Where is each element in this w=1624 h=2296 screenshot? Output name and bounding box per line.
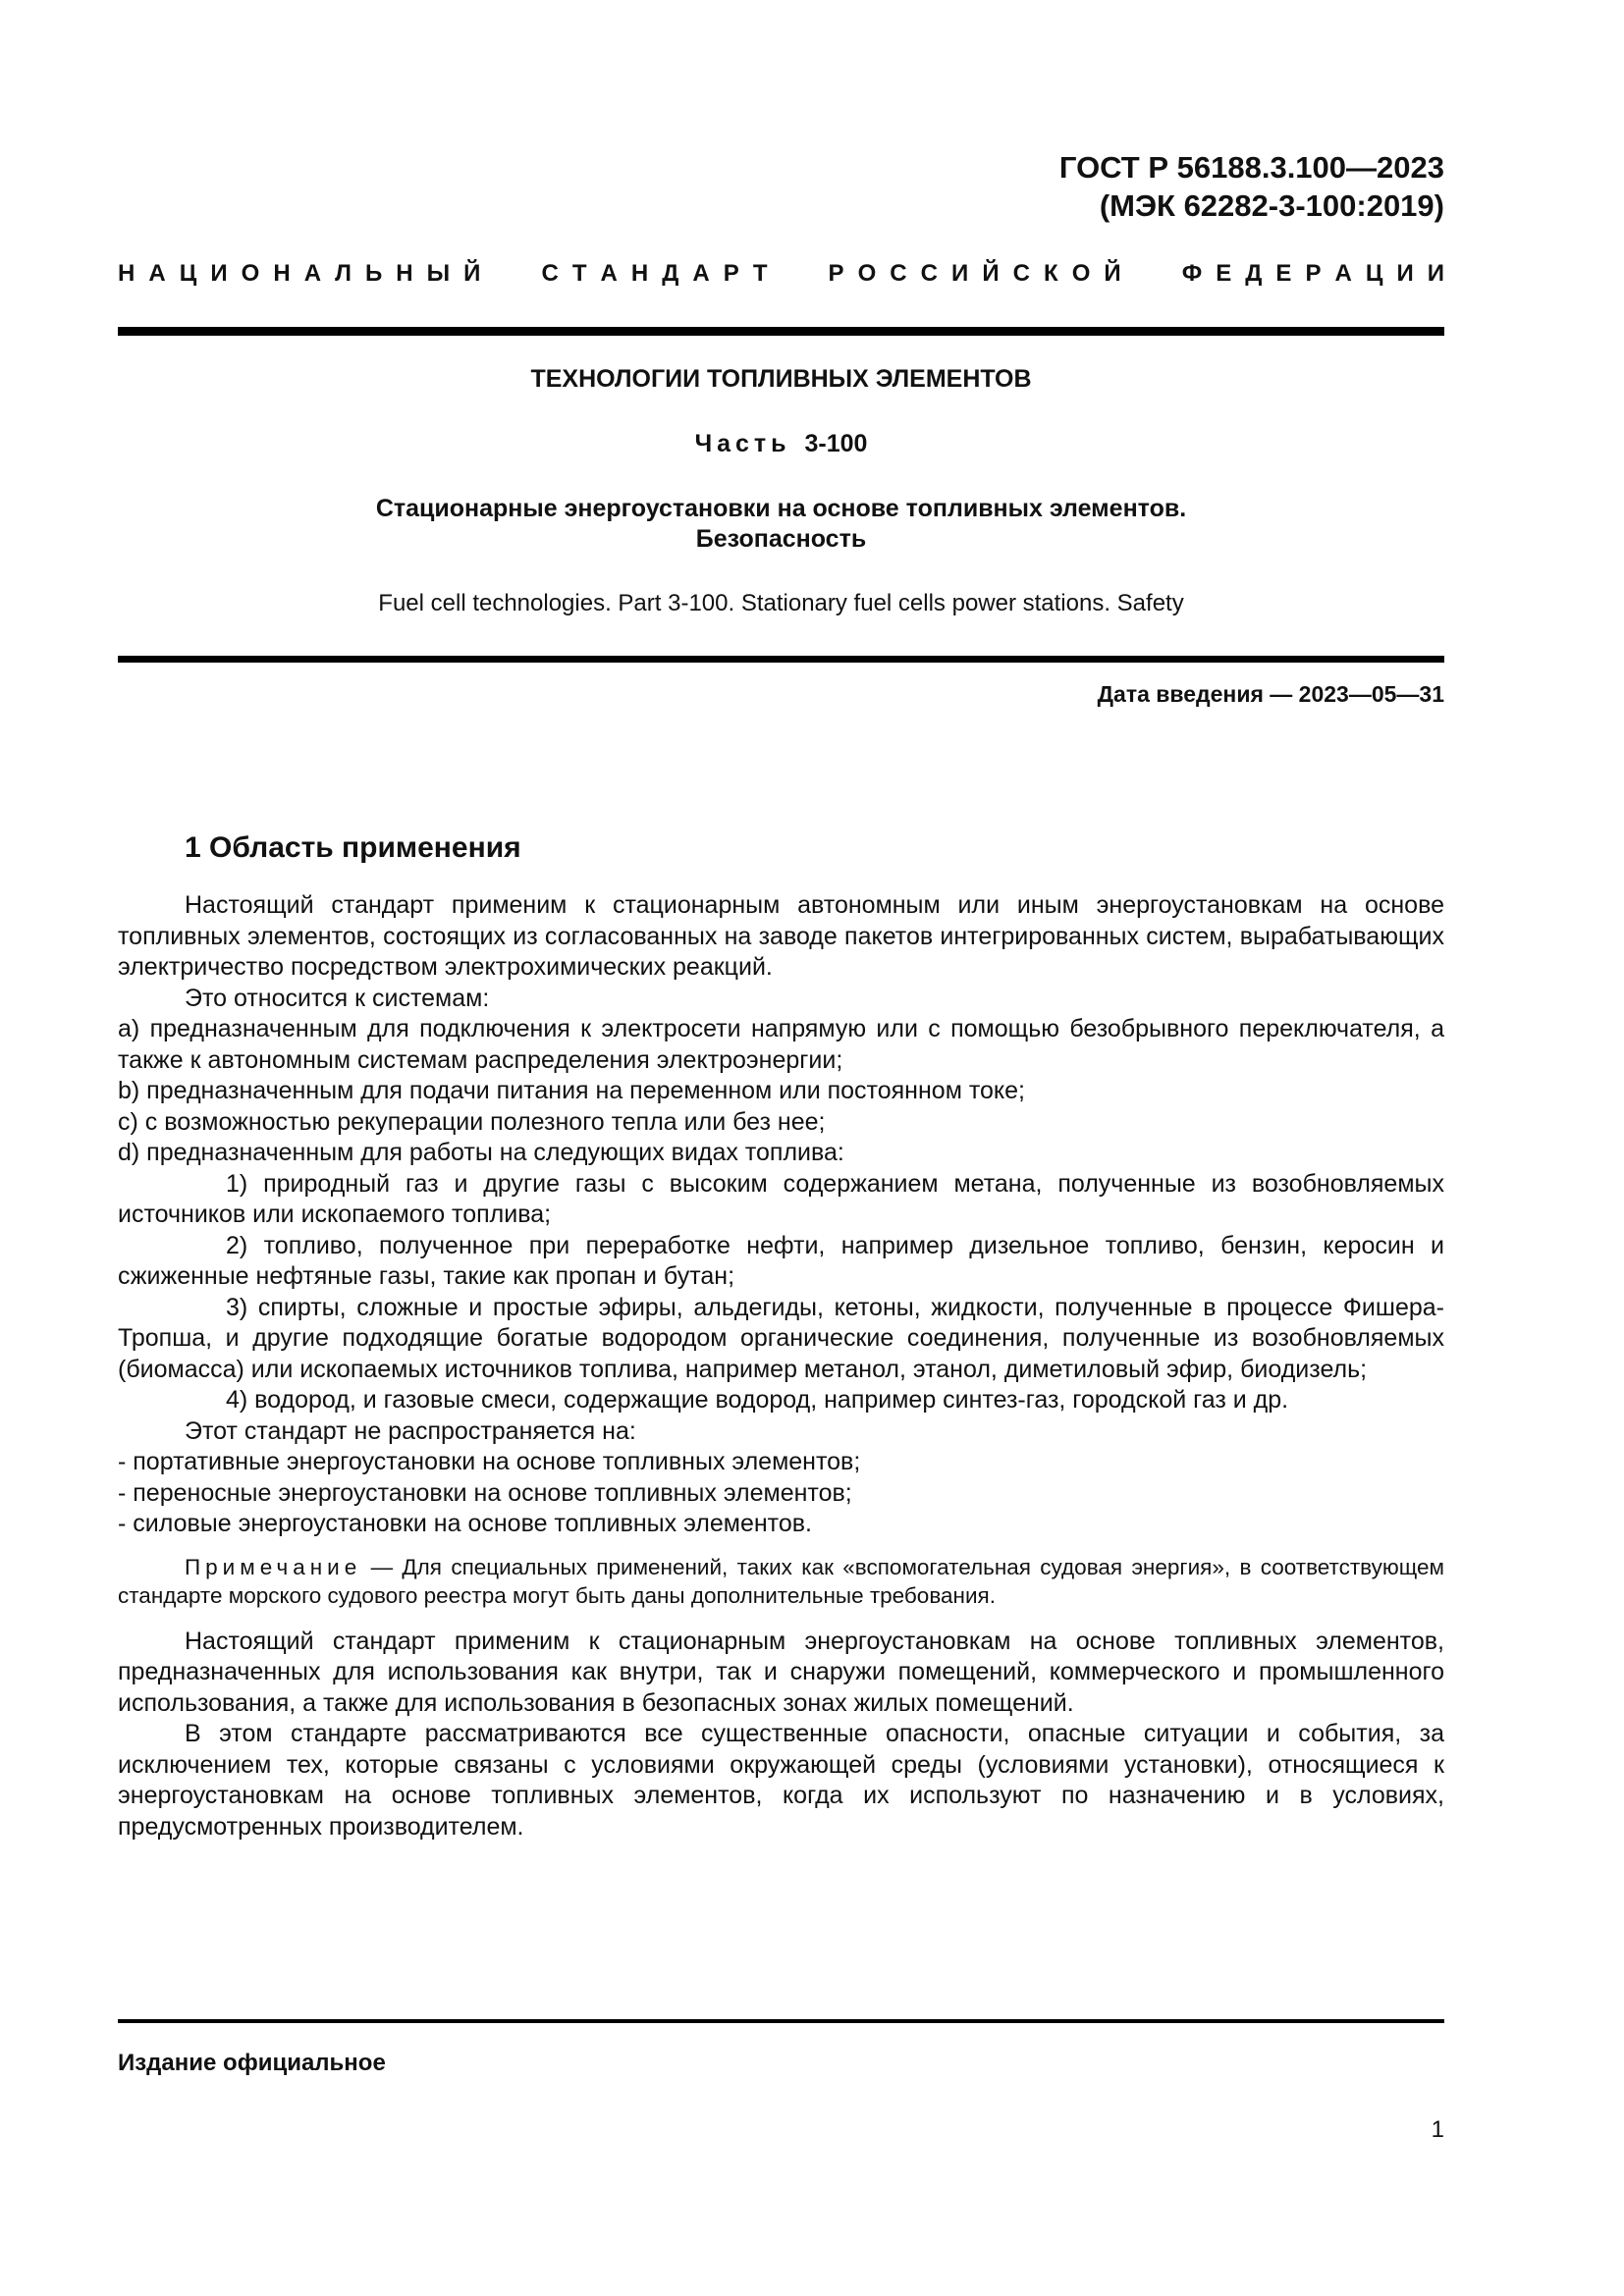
paragraph: Это относится к системам: <box>185 984 490 1012</box>
note-text: — Для специальных применений, таких как «вспомогательная судовая энергия», в соответствующем стандарте морского судового реестра могут быть даны дополнительные требования. <box>118 1554 1444 1608</box>
document-subtitle <box>118 494 1444 556</box>
section-heading: 1 Область применения <box>185 831 521 864</box>
list-item: b) предназначенным для подачи питания на переменном или постоянном токе; <box>118 1077 1025 1104</box>
introduction-date: Дата введения — 2023—05—31 <box>1097 681 1444 707</box>
list-item: 2) топливо, полученное при переработке нефти, например дизельное топливо, бензин, керосин и сжиженные нефтяные газы, такие как пропан и бутан; <box>118 1231 1444 1290</box>
part-number: 3-100 <box>804 430 868 457</box>
paragraph: Этот стандарт не распространяется на: <box>185 1416 636 1445</box>
part-heading <box>118 430 1444 458</box>
subtitle-line1: Стационарные энергоустановки на основе топливных элементов. <box>375 495 1187 522</box>
list-item: c) с возможностью рекуперации полезного тепла или без нее; <box>118 1107 826 1136</box>
part-word: Часть <box>694 430 791 457</box>
english-title: Fuel cell technologies. Part 3-100. Stationary fuel cells power stations. Safety <box>378 590 1184 616</box>
note <box>118 1553 1444 1610</box>
paragraph: В этом стандарте рассматриваются все существенные опасности, опасные ситуации и события, за исключением тех, которые связаны с условиями окружающей среды (условиями установки), относящиеся к энергоустановкам на основе топливных элементов, когда их используют по назначению и в условиях, предусмотренных производителем. <box>118 1720 1444 1841</box>
official-edition: Издание официальное <box>118 2050 386 2076</box>
page-number: 1 <box>1431 2116 1444 2143</box>
paragraph: Настоящий стандарт применим к стационарным энергоустановкам на основе топливных элементов, предназначенных для использования как внутри, так и снаружи помещений, коммерческого и промышленного использования, а также для использования в безопасных зонах жилых помещений. <box>118 1627 1444 1717</box>
note-label: Примечание <box>185 1554 362 1579</box>
standard-code <box>1059 149 1444 226</box>
list-item: - силовые энергоустановки на основе топливных элементов. <box>118 1510 812 1537</box>
list-item: 4) водород, и газовые смеси, содержащие водород, например синтез-газ, городской газ и др. <box>226 1386 1289 1414</box>
paragraph: Настоящий стандарт применим к стационарным автономным или иным энергоустановкам на основе топливных элементов, состоящих из согласованных на заводе пакетов интегрированных систем, вырабатывающих электричество посредством электрохимических реакций. <box>118 891 1444 981</box>
national-standard-text: Н А Ц И О Н А Л Ь Н Ы Й С Т А Н Д А Р Т Р О С С И Й С К О Й Ф Е Д Е Р А Ц И И <box>118 260 1444 287</box>
title-rule <box>118 656 1444 663</box>
subtitle-line2: Безопасность <box>695 525 867 554</box>
document-title: ТЕХНОЛОГИИ ТОПЛИВНЫХ ЭЛЕМЕНТОВ <box>530 365 1032 393</box>
footer-rule <box>118 2019 1444 2023</box>
section-body <box>118 890 1444 1842</box>
list-item: 3) спирты, сложные и простые эфиры, альдегиды, кетоны, жидкости, полученные в процессе Фишера-Тропша, и другие подходящие богатые водородом органические соединения, полученные из возобновляемых (биомасса) или ископаемых источников топлива, например метанол, этанол, диметиловый эфир, биодизель; <box>118 1293 1444 1383</box>
national-standard-banner <box>118 260 1444 288</box>
list-item: - портативные энергоустановки на основе топливных элементов; <box>118 1448 861 1475</box>
list-item: - переносные энергоустановки на основе топливных элементов; <box>118 1478 852 1507</box>
list-item: d) предназначенным для работы на следующих видах топлива: <box>118 1139 844 1166</box>
top-rule <box>118 327 1444 336</box>
list-item: a) предназначенным для подключения к электросети напрямую или с помощью безобрывного переключателя, а также к автономным системам распределения электроэнергии; <box>118 1015 1444 1074</box>
list-item: 1) природный газ и другие газы с высоким содержанием метана, полученные из возобновляемых источников или ископаемого топлива; <box>118 1169 1444 1228</box>
standard-code-line1: ГОСТ Р 56188.3.100—2023 <box>1058 150 1444 185</box>
standard-code-line2: (МЭК 62282-3-100:2019) <box>1099 187 1444 223</box>
